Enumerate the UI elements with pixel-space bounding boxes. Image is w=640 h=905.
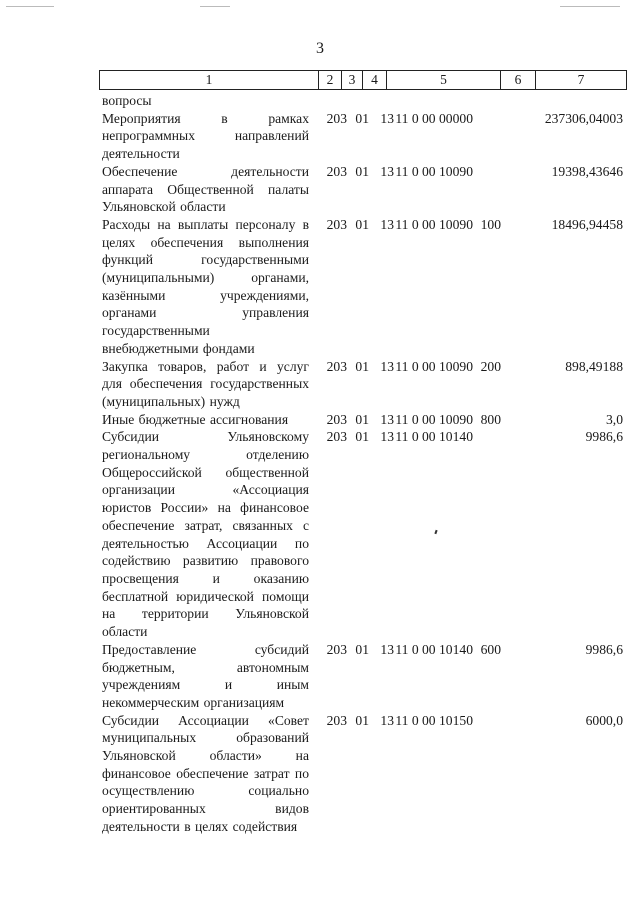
cell-col4: 13 [380,429,394,445]
cell-col3: 01 [355,712,369,728]
cell-col6: 600 [480,641,501,657]
cell-col7: 9986,6 [585,429,623,445]
row-name: Закупка товаров, работ и услуг для обеспечения государственных (муниципальных) нужд [102,358,309,409]
cell-col2: 203 [326,358,347,374]
cell-col2: 203 [326,411,347,427]
cell-col3: 01 [355,411,369,427]
table-row [102,428,626,640]
cell-col4: 13 [380,712,394,728]
cell-col2: 203 [326,216,347,232]
row-name: Расходы на выплаты персоналу в целях обеспечения выполнения функций государственными (муниципальными) органами, казёнными учреждениями, органами управления государственными внебюджетными фондами [102,216,309,356]
page-number: 3 [316,40,324,57]
cell-col5: 11 0 00 00000 [395,110,473,126]
cell-col6: 200 [480,358,501,374]
cell-col4: 13 [380,641,394,657]
cell-col5: 11 0 00 10090 [395,411,473,427]
row-name: Субсидии Ассоциации «Совет муниципальных образований Ульяновской области» на финансовое обеспечение затрат по осуществлению социально ориентированных видов деятельности в целях содействия [102,712,309,834]
cell-col5: 11 0 00 10140 [395,641,473,657]
cell-col3: 01 [355,216,369,232]
cell-col6: 100 [480,216,501,232]
cell-col7: 6000,0 [585,712,623,728]
cell-col2: 203 [326,429,347,445]
cell-col2: 203 [326,110,347,126]
cell-col5: 11 0 00 10150 [395,712,473,728]
cell-col7: 19398,43646 [551,163,623,179]
row-name: Обеспечение деятельности аппарата Общественной палаты Ульяновской области [102,163,309,215]
table-row [102,163,626,216]
cell-col7: 18496,94458 [551,216,623,232]
column-header: 3 [342,71,363,89]
table-row [102,712,626,836]
column-header: 7 [577,72,585,87]
cell-col4: 13 [380,358,394,374]
cell-col2: 203 [326,163,347,179]
cell-col7: 898,49188 [565,358,623,374]
table-row [102,216,626,358]
row-name: Предоставление субсидий бюджетным, автономным учреждениям и иным некоммерческим организациям [102,641,309,710]
table-header [99,70,627,90]
row-name: вопросы [102,93,152,108]
scan-top-marks [0,6,640,8]
cell-col4: 13 [380,411,394,427]
cell-col4: 13 [380,216,394,232]
cell-col7: 237306,04003 [544,110,623,126]
cell-col2: 203 [326,712,347,728]
row-name: Мероприятия в рамках непрограммных направлений деятельности [102,110,309,162]
column-header: 1 [100,71,319,89]
cell-col5: 11 0 00 10140 [395,429,473,445]
cell-col5: 11 0 00 10090 [395,163,473,179]
cell-col6: 800 [480,411,501,427]
cell-col4: 13 [380,163,394,179]
cell-col3: 01 [355,429,369,445]
budget-table [102,92,626,836]
cell-col3: 01 [355,110,369,126]
cell-col4: 13 [380,110,394,126]
cell-col7: 3,0 [606,411,623,427]
cell-col7: 9986,6 [585,641,623,657]
cell-col3: 01 [355,641,369,657]
table-row [102,92,626,110]
row-name: Субсидии Ульяновскому региональному отделению Общероссийской общественной организации «Ассоциация юристов России» на финансовое обеспечение затрат, связанных с деятельностью Ассоциации по содействию развитию правового просвещения и оказанию бесплатной юридической помощи на территории Ульяновской области [102,429,309,640]
cell-col2: 203 [326,641,347,657]
table-row [102,358,626,411]
cell-col3: 01 [355,358,369,374]
table-row [102,110,626,163]
column-header: 5 [387,71,501,89]
table-row [102,641,626,712]
cell-col3: 01 [355,163,369,179]
table-row [102,411,626,429]
column-header: 6 [501,71,536,89]
row-name: Иные бюджетные ассигнования [102,411,289,427]
column-header: 4 [363,71,387,89]
cell-col5: 11 0 00 10090 [395,216,473,232]
cell-col5: 11 0 00 10090 [395,358,473,374]
column-header: 2 [319,71,342,89]
